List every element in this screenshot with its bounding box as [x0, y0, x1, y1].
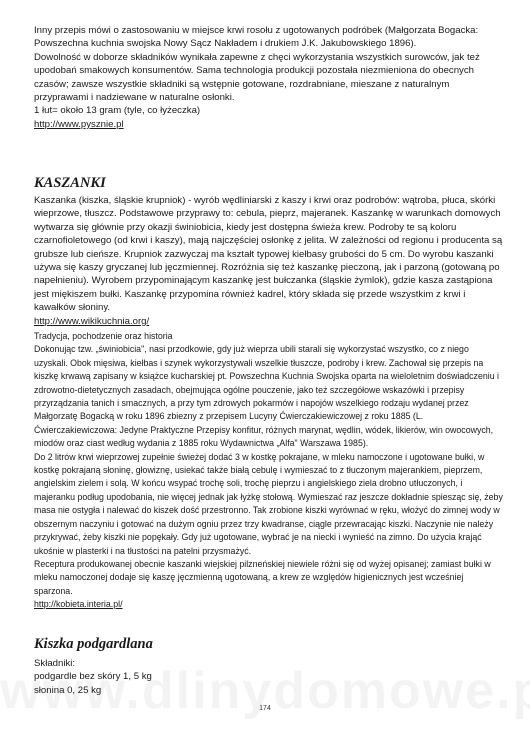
history-paragraph-1: Tradycja, pochodzenie oraz historia Dokonując tzw. „świniobicia", nasi przodkowie, gdy już wieprza ubili starali się wykorzystać wszystko, co z niego uzyskali. Obok mięsiwa, kiełbas i szynek wykorzystywali wszelkie tłuszcze, podroby i krew. Zachował się przepis na kiszkę krwawą zapisany w książce kucharskiej pt. Powszechna Kuchnia Swojska oparta na wieloletnim doświadczeniu i zdrowotno-dietetycznych zasadach, obejmująca ogólne pouczenie, jako też szczegółowe wskazówki i przepisy przyrządzania tanich i smacznych, a przy tym zdrowych pokarmów i napojów wszelkiego rodzaju wydanej przez Małgorzatę Bogacką w roku 1896 zbiezny z przepisem Lucyny Ćwierczakiewiczowej z roku 1885 (L. Ćwierczakiewiczowa: Jedyne Praktyczne Przepisy konfitur, różnych marynat, wędlin, wódek, likierów, win owocowych, miodów oraz ciast według wydania z 1885 roku Wydawnictwa „Alfa" Warszawa 1985). — [34, 331, 499, 449]
podgardlana-heading-wrap — [34, 636, 504, 653]
page-number: 174 — [259, 705, 271, 712]
podgardlana-ingredients — [34, 657, 504, 697]
intro-paragraph-2: Dowolność w doborze składników wynikała zapewne z chęci wykorzystania wszystkich surowców, jak też upodobań smakowych konsumentów. Sama technologia produkcji pozostała niezmieniona do obecnych czasów; zawsze wszystkie składniki są wstępnie gotowane, rozdrabniane, mieszane z naturalnym przyprawami i nadziewane w naturalne osłonki. — [34, 51, 480, 104]
kaszanki-heading-wrap — [34, 175, 504, 192]
intro-paragraph-1: Inny przepis mówi o zastosowaniu w miejsce krwi rosołu z ugotowanych podróbek (Małgorzata Bogacka: Powszechna kuchnia swojska Nowy Sącz Nakładem i drukiem J.K. Jakubowskiego 1896). — [34, 25, 479, 50]
history-paragraph-2: Do 2 litrów krwi wieprzowej zupełnie świeżej dodać 3 w kostkę pokrajane, w mleku namoczone i ugotowane bułki, w kostkę pokrajaną słoninę, głowiznę, usiekać także białą cebulę i wymieszać to z tłuczonym majerankiem, pieprzem, angielskim zielem i solą. W końcu wsypać trochę soli, trochę pieprzu i angielskiego ziela drobno utłuczonych, i majeranku podług upodobania, nie więcej jednak jak łyżkę stołową. Wymieszać raz jeszcze dokładnie spiesząc się, żeby masa nie ostygła i nalewać do kiszek dość przestronno. Tak zrobione kiszki wyrównać w ręku, włożyć do zimnej wody w obszernym naczyniu i gotować na dużym ogniu przez trzy kwadranse, ciągle przewracając kiszki. Naczynie nie należy przykrywać, żeby kiszki nie popękały. Gdy już ugotowane, wybrać je na niecki i wynieść na zimno. Do użycia krająć ukośnie w plasterki i na tłustości na patelni przysmażyć. — [34, 451, 503, 556]
history-section — [34, 330, 504, 612]
ingredient-item: słonina 0, 25 kg — [34, 684, 102, 696]
history-paragraph-3: Receptura produkowanej obecnie kaszanki wiejskiej pilzneńskiej niewiele różni się od wyżej opisanej; zamiast bułki w mleku namoczonej dodaje się kaszę jęczmienną ugotowaną, a krew ze względów higienicznych jest wcześniej sparzona. — [34, 558, 491, 596]
section-heading-podgardlana: Kiszka podgardlana — [34, 636, 153, 652]
section-heading-kaszanki: KASZANKI — [34, 175, 106, 191]
kaszanki-section — [34, 194, 504, 328]
intro-section — [34, 24, 504, 131]
source-link-pysznie[interactable]: http://www.pysznie.pl — [34, 118, 124, 130]
ingredient-item: podgardle bez skóry 1, 5 kg — [34, 671, 152, 683]
kaszanki-paragraph: Kaszanka (kiszka, śląskie krupniok) - wyrób wędliniarski z kaszy i krwi oraz podrobów: wątroba, płuca, skórki wieprzowe, tłuszcz. Podstawowe przyprawy to: cebula, pieprz, majeranek. Kaszankę w warunkach domowych wytwarza się głównie przy okazji świniobicia, kiedy jest dostępna świeża krew. Podroby te są koloru czarnofioletowego (od krwi i kaszy), mają najczęściej osłonkę z jelita. W zależności od regionu i producenta są grubsze lub cieńsze. Krupniok zazwyczaj ma kształt typowej kiełbasy grubości do 5 cm. Do wyrobu kaszanki używa się kaszy gryczanej lub jęczmiennej. Rozróżnia się też kaszankę pieczoną, jak i parzoną (gotowaną po napełnieniu). Wyrobem przypominającym kaszankę jest bułczanka (śląskie żymlok), gdzie kasza zastąpiona jest miękiszem bułki. Kaszankę przypomina również kadrel, który składa się przede wszystkim z krwi i kawałków słoniny. — [34, 195, 503, 314]
ingredients-label: Składniki: — [34, 658, 76, 669]
source-link-interia[interactable]: http://kobieta.interia.pl/ — [34, 599, 123, 610]
intro-paragraph-3: 1 łut= około 13 gram (tyle, co łyżeczka) — [34, 105, 201, 117]
source-link-wikikuchnia[interactable]: http://www.wikikuchnia.org/ — [34, 315, 150, 327]
